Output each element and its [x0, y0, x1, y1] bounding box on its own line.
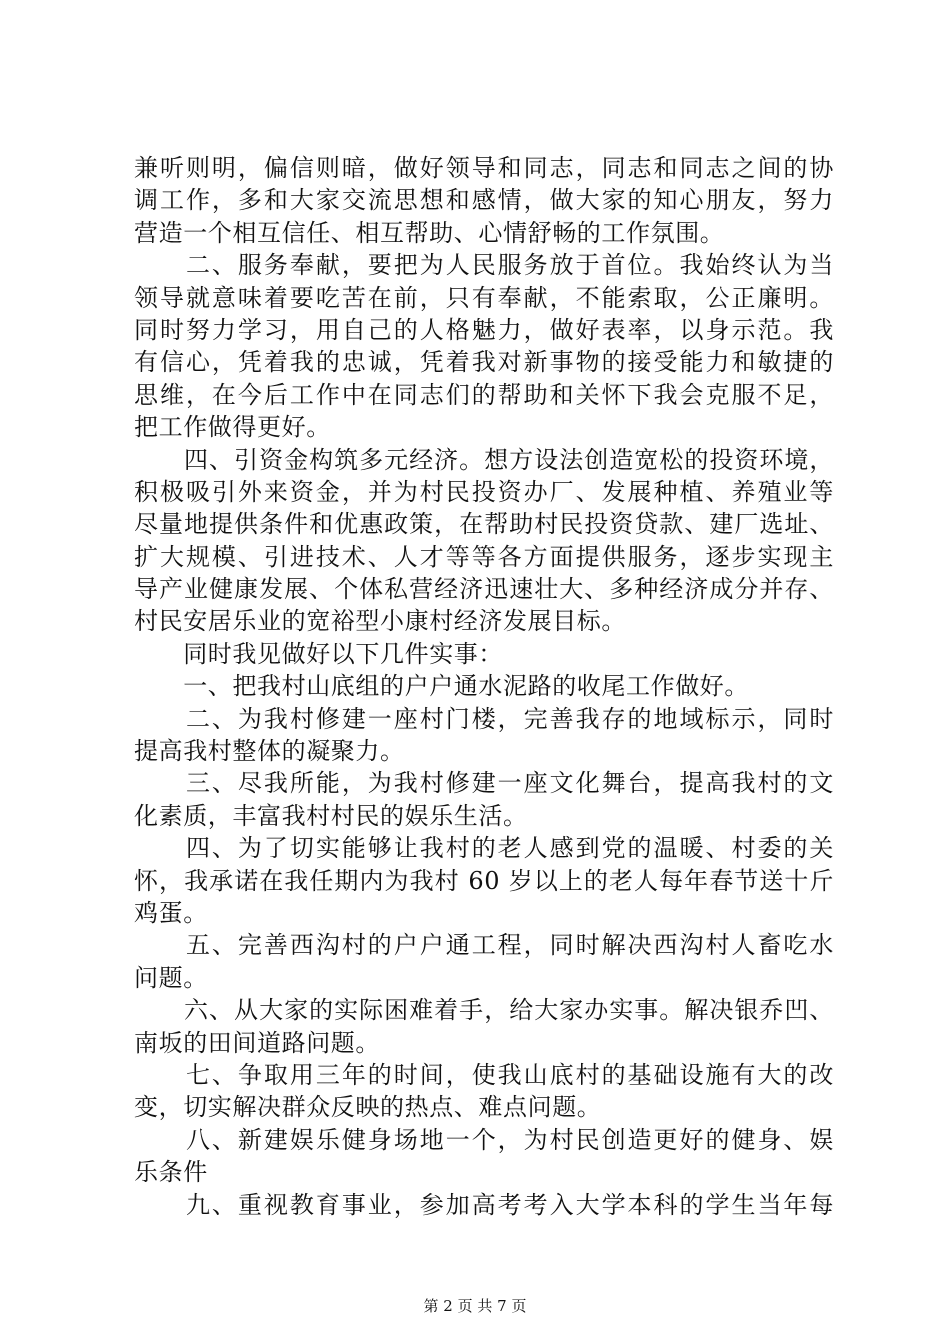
document-body — [134, 152, 834, 1221]
text-line: 有信心，凭着我的忠诚，凭着我对新事物的接受能力和敏捷的 — [134, 348, 834, 377]
text-line: 兼听则明，偏信则暗，做好领导和同志，同志和同志之间的协 — [134, 154, 834, 182]
text-line: 导产业健康发展、个体私营经济迅速壮大、多种经济成分并存、 — [134, 575, 834, 604]
text-line: 南坂的田间道路问题。 — [134, 1028, 380, 1057]
text-line: 积极吸引外来资金，并为村民投资办厂、发展种植、养殖业等 — [134, 477, 834, 506]
text-line: 尽量地提供条件和优惠政策，在帮助村民投资贷款、建厂选址、 — [134, 510, 834, 539]
text-line: 八、新建娱乐健身场地一个，为村民创造更好的健身、娱 — [134, 1125, 834, 1154]
text-line: 二、服务奉献，要把为人民服务放于首位。我始终认为当 — [134, 251, 834, 280]
page-footer: 第 2 页 共 7 页 — [423, 1297, 527, 1315]
text-line: 九、重视教育事业，参加高考考入大学本科的学生当年每 — [134, 1190, 834, 1219]
text-line: 同时努力学习，用自己的人格魅力，做好表率，以身示范。我 — [134, 315, 834, 344]
text-line: 同时我见做好以下几件实事： — [134, 639, 503, 668]
text-line: 三、尽我所能，为我村修建一座文化舞台，提高我村的文 — [134, 769, 834, 798]
text-line: 六、从大家的实际困难着手，给大家办实事。解决银乔凹、 — [134, 996, 834, 1025]
text-line: 五、完善西沟村的户户通工程，同时解决西沟村人畜吃水 — [134, 931, 834, 960]
text-line: 营造一个相互信任、相互帮助、心情舒畅的工作氛围。 — [134, 218, 725, 247]
text-line: 村民安居乐业的宽裕型小康村经济发展目标。 — [134, 607, 626, 636]
text-line: 怀，我承诺在我任期内为我村 60 岁以上的老人每年春节送十斤 — [134, 866, 834, 895]
text-line: 领导就意味着要吃苦在前，只有奉献，不能索取，公正廉明。 — [134, 283, 834, 312]
text-line: 调工作，多和大家交流思想和感情，做大家的知心朋友，努力 — [134, 186, 834, 215]
text-line: 化素质，丰富我村村民的娱乐生活。 — [134, 801, 528, 830]
text-line: 四、引资金构筑多元经济。想方设法创造宽松的投资环境， — [134, 445, 834, 474]
text-line: 把工作做得更好。 — [134, 413, 331, 442]
text-line: 思维，在今后工作中在同志们的帮助和关怀下我会克服不足， — [134, 380, 834, 409]
text-line: 变，切实解决群众反映的热点、难点问题。 — [134, 1093, 602, 1122]
text-line: 七、争取用三年的时间，使我山底村的基础设施有大的改 — [134, 1060, 834, 1089]
text-line: 问题。 — [134, 963, 208, 992]
text-line: 乐条件 — [134, 1158, 208, 1187]
text-line: 一、把我村山底组的户户通水泥路的收尾工作做好。 — [134, 672, 749, 701]
text-line: 四、为了切实能够让我村的老人感到党的温暖、村委的关 — [134, 834, 834, 863]
text-line: 扩大规模、引进技术、人才等等各方面提供服务，逐步实现主 — [134, 542, 834, 571]
text-line: 鸡蛋。 — [134, 898, 208, 927]
text-line: 二、为我村修建一座村门楼，完善我存的地域标示，同时 — [134, 704, 834, 733]
text-line: 提高我村整体的凝聚力。 — [134, 737, 405, 766]
